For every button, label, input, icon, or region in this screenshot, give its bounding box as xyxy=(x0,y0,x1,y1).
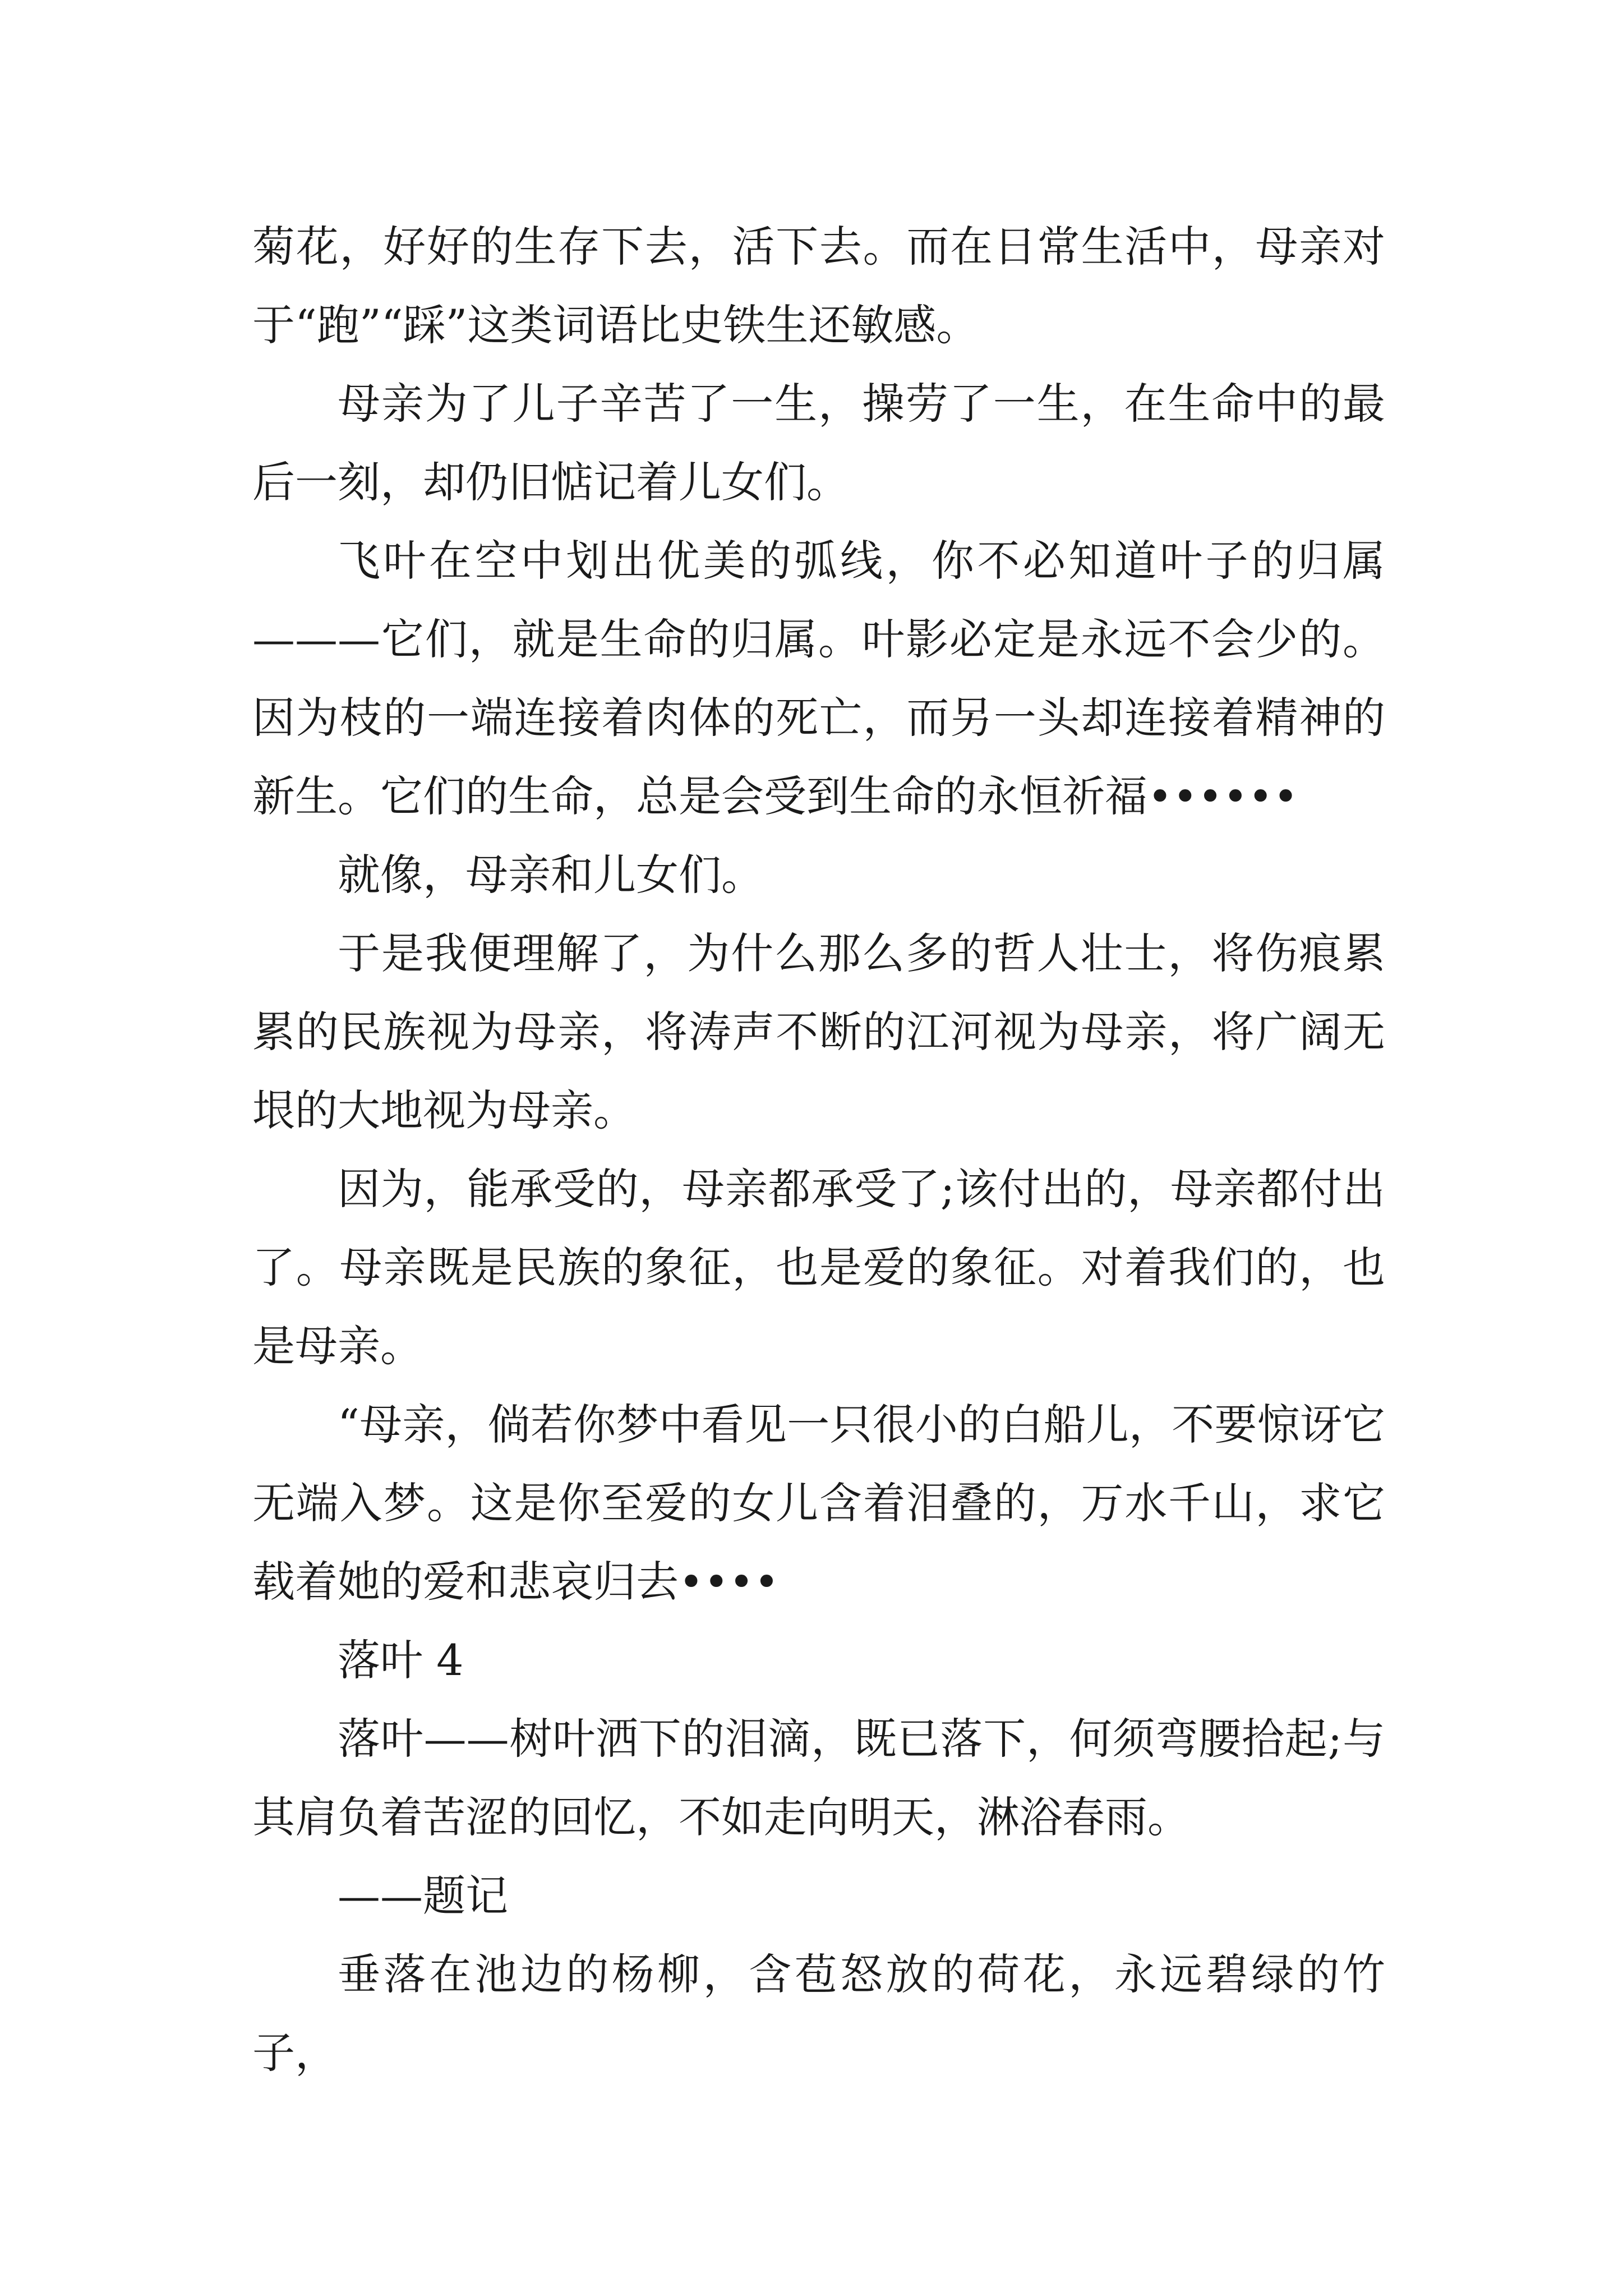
paragraph-7: “母亲，倘若你梦中看见一只很小的白船儿，不要惊讶它无端入梦。这是你至爱的女儿含着泪叠的，万水千山，求它载着她的爱和悲哀归去•••• xyxy=(252,1400,1385,1607)
paragraph-5: 于是我便理解了，为什么那么多的哲人壮士，将伤痕累累的民族视为母亲，将涛声不断的江河视为母亲，将广阔无垠的大地视为母亲。 xyxy=(252,928,1385,1135)
paragraph-6: 因为，能承受的，母亲都承受了;该付出的，母亲都付出了。母亲既是民族的象征，也是爱的象征。对着我们的，也是母亲。 xyxy=(252,1164,1385,1371)
paragraph-3: 飞叶在空中划出优美的弧线，你不必知道叶子的归属———它们，就是生命的归属。叶影必定是永远不会少的。因为枝的一端连接着肉体的死亡，而另一头却连接着精神的新生。它们的生命，总是会受到生命的永恒祈福•••••• xyxy=(252,536,1385,821)
paragraph-9: 落叶——树叶洒下的泪滴，既已落下，何须弯腰拾起;与其肩负着苦涩的回忆，不如走向明天，淋浴春雨。 xyxy=(252,1714,1385,1842)
epigraph-attribution: ——题记 xyxy=(338,1871,508,1921)
paragraph-2: 母亲为了儿子辛苦了一生，操劳了一生，在生命中的最后一刻，却仍旧惦记着儿女们。 xyxy=(252,379,1385,507)
document-page xyxy=(252,208,1385,2092)
paragraph-4: 就像，母亲和儿女们。 xyxy=(338,850,764,900)
paragraph-11: 垂落在池边的杨柳，含苞怒放的荷花，永远碧绿的竹子， xyxy=(252,1949,1385,2078)
paragraph-1: 菊花，好好的生存下去，活下去。而在日常生活中，母亲对于“跑”“踩”这类词语比史铁生还敏感。 xyxy=(252,222,1385,350)
section-heading: 落叶 4 xyxy=(338,1635,464,1685)
